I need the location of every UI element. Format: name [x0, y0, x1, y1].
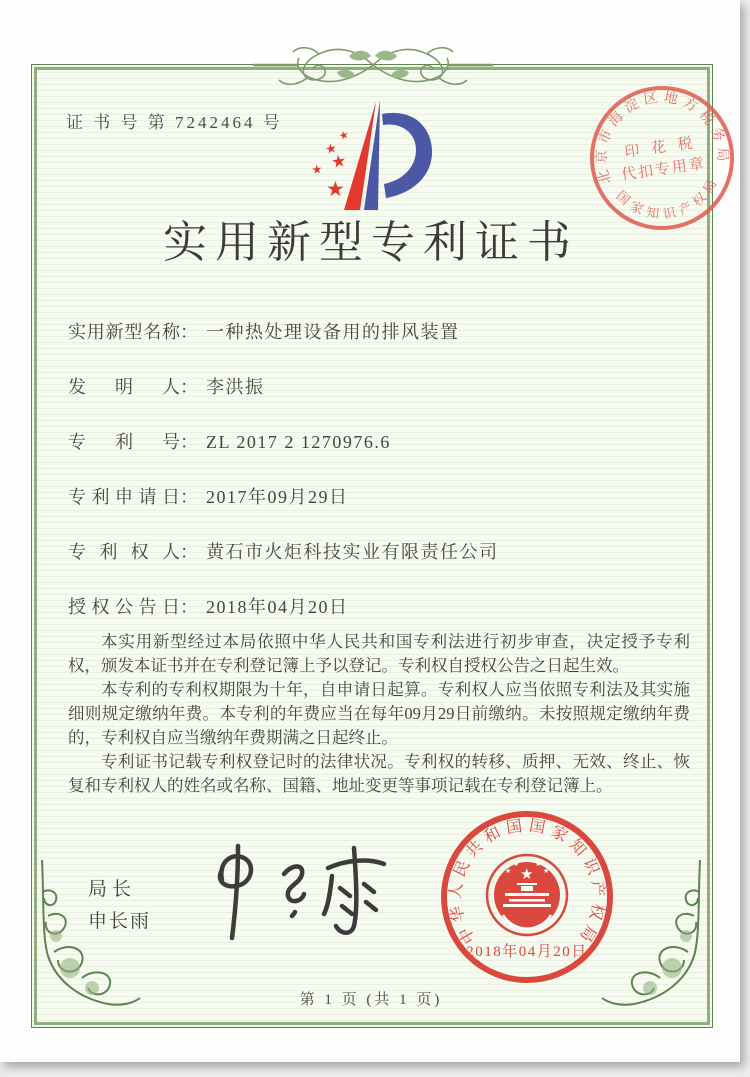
svg-text:★: ★: [329, 151, 348, 173]
svg-text:★: ★: [310, 161, 324, 177]
tax-seal-arc-top-text: 北京市海淀区地方税务局: [594, 90, 730, 186]
svg-text:★: ★: [326, 177, 345, 201]
legal-paragraph-register: 专利证书记载专利权登记时的法律状况。专利权的转移、质押、无效、终止、恢复和专利权人的姓名或名称、国籍、地址变更等事项记载在专利登记簿上。: [68, 752, 690, 795]
stamp-tax-seal-icon: [572, 68, 750, 249]
field-value: 2018年04月20日: [206, 597, 349, 617]
certificate-fields: [68, 318, 678, 648]
national-emblem-icon: [487, 855, 567, 935]
field-row-filing-date: 专利申请日 ： 2017年09月29日: [68, 483, 678, 511]
field-value: 黄石市火炬科技实业有限责任公司: [206, 542, 499, 562]
signer-title: 局长: [88, 879, 137, 900]
field-value: 一种热处理设备用的排风装置: [206, 322, 460, 342]
field-value: 2017年09月29日: [206, 487, 349, 507]
field-label: 发明人: [68, 377, 180, 397]
svg-text:★: ★: [535, 860, 542, 868]
svg-text:★: ★: [337, 127, 351, 143]
field-label: 授权公告日: [68, 597, 180, 617]
logo-p-bowl: [382, 113, 432, 198]
legal-paragraph-grant: 本实用新型经过本局依照中华人民共和国专利法进行初步审查，决定授予专利权，颁发本证书并在专利登记簿上予以登记。专利权自授权公告之日起生效。: [68, 632, 690, 675]
tax-seal-arc-bottom-text: 国家知识产权局: [613, 172, 722, 222]
field-row-utility-model-name: 实用新型名称 ： 一种热处理设备用的排风装置: [68, 318, 678, 346]
field-label: 实用新型名称: [68, 322, 180, 342]
field-row-inventor: 发明人 ： 李洪振: [68, 373, 678, 401]
certificate-number: 证 书 号 第 7242464 号: [66, 113, 283, 132]
top-border-flourish-ornament: [253, 38, 493, 92]
page-number-footer: 第 1 页 (共 1 页): [299, 992, 443, 1008]
logo-stars: [311, 128, 351, 201]
office-seal-arc-text: 中华人民共和国国家知识产权局: [447, 817, 607, 949]
emblem-big-star: ★: [520, 865, 534, 883]
svg-text:★: ★: [513, 860, 520, 868]
field-label: 专利申请日: [68, 487, 180, 507]
svg-text:★: ★: [505, 867, 512, 875]
field-row-grant-date: 授权公告日 ： 2018年04月20日: [68, 593, 678, 621]
svg-text:★: ★: [543, 867, 550, 875]
handwritten-signature-icon: [192, 840, 397, 945]
field-row-patentee: 专利权人 ： 黄石市火炬科技实业有限责任公司: [68, 538, 678, 566]
field-label: 专利权人: [68, 542, 180, 562]
legal-paragraph-term-fees: 本专利的专利权期限为十年，自申请日起算。专利权人应当依照专利法及其实施细则规定缴纳年费。本专利的年费应当在每年09月29日前缴纳。未按照规定缴纳年费的，专利权自应当缴纳年费期满之日起终止。: [68, 680, 690, 747]
legal-text-block: [68, 630, 690, 798]
certificate-title: 实用新型专利证书: [163, 218, 579, 267]
tax-seal-center-line1: 印 花 税: [623, 135, 698, 162]
cnipa-official-seal-icon: [437, 807, 617, 987]
field-value: ZL 2017 2 1270976.6: [206, 432, 391, 452]
tax-seal-center-line2: 代扣专用章: [620, 156, 707, 184]
svg-text:★: ★: [324, 141, 339, 158]
field-row-patent-number: 专利号 ： ZL 2017 2 1270976.6: [68, 428, 678, 456]
signer-name: 申长雨: [88, 911, 152, 932]
field-label: 专利号: [68, 432, 180, 452]
office-seal-date: 2018年04月20日: [466, 944, 588, 960]
field-value: 李洪振: [206, 377, 265, 397]
